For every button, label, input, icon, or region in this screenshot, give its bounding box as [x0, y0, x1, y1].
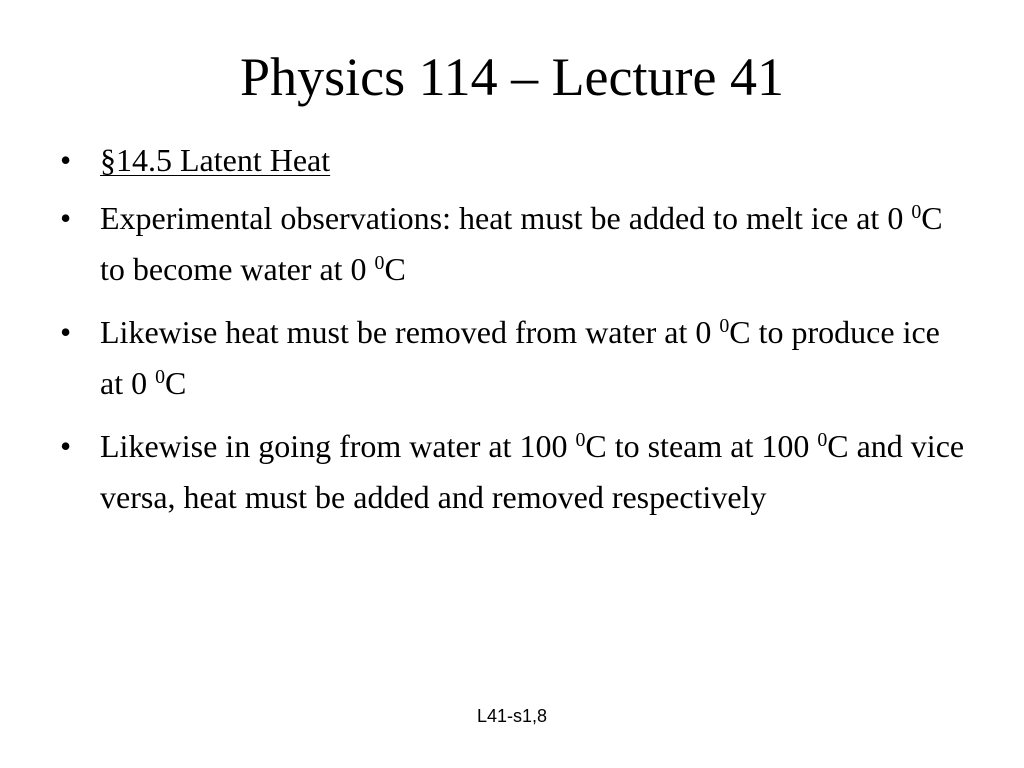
bullet-item: [60, 423, 970, 520]
superscript-text: 0: [719, 315, 730, 338]
bullet-marker: •: [60, 428, 72, 464]
bullet-text: [100, 142, 330, 178]
bullet-list: [60, 137, 970, 532]
text-run: C to steam at 100: [585, 428, 818, 464]
superscript-text: 0: [575, 429, 586, 452]
text-run: C to produce ice at 0: [100, 314, 940, 401]
text-run: C: [165, 365, 187, 401]
bullet-text: [100, 314, 940, 401]
bullet-item: [60, 309, 970, 411]
bullet-text: [100, 428, 964, 515]
bullet-marker: •: [60, 142, 72, 178]
bullet-text: [100, 200, 943, 287]
text-run: Experimental observations: heat must be added to melt ice at 0: [100, 200, 912, 236]
slide-title: Physics 114 – Lecture 41: [240, 47, 784, 107]
superscript-text: 0: [817, 429, 828, 452]
text-run: Likewise heat must be removed from water at 0: [100, 314, 720, 350]
superscript-text: 0: [911, 201, 922, 224]
bullet-item: [60, 137, 970, 183]
bullet-marker: •: [60, 314, 72, 350]
bullet-item: [60, 195, 970, 297]
superscript-text: 0: [155, 366, 166, 389]
text-run: C and vice versa, heat must be added and removed respectively: [100, 428, 965, 515]
slide-footer: L41-s1,8: [476, 706, 548, 726]
bullet-marker: •: [60, 200, 72, 236]
text-run: C: [384, 251, 406, 287]
text-run: C to become water at 0: [100, 200, 943, 287]
superscript-text: 0: [374, 252, 385, 275]
text-run: Likewise in going from water at 100: [100, 428, 576, 464]
text-run: §14.5 Latent Heat: [100, 142, 331, 178]
